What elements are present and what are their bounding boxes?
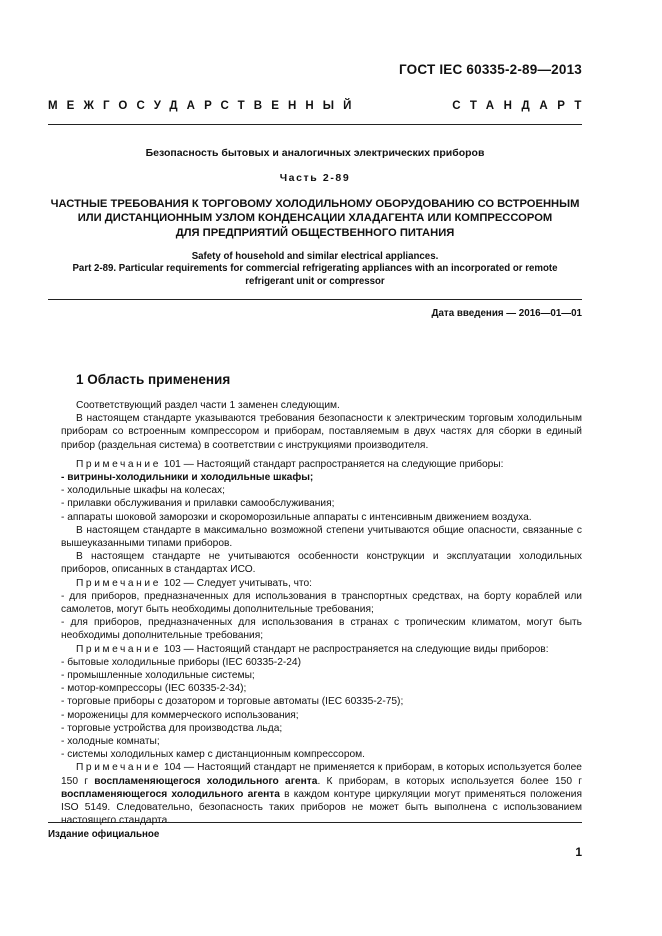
note-102	[61, 577, 582, 590]
note-text: 104 — Настоящий стандарт не применяется к приборам, в которых используется более 150 г	[61, 762, 582, 787]
page-number: 1	[575, 845, 582, 859]
list-item: - мороженицы для коммерческого использования;	[61, 709, 299, 721]
general-title: Безопасность бытовых и аналогичных электрических приборов	[145, 147, 485, 159]
list-item: - промышленные холодильные системы;	[61, 670, 255, 682]
note-label: Примечание	[76, 458, 161, 470]
russian-title-line: ДЛЯ ПРЕДПРИЯТИЙ ОБЩЕСТВЕННОГО ПИТАНИЯ	[175, 226, 455, 239]
russian-title-line: ИЛИ ДИСТАНЦИОННЫМ УЗЛОМ КОНДЕНСАЦИИ ХЛАДАГЕНТА ИЛИ КОМПРЕССОРОМ	[77, 212, 553, 225]
standard-code: ГОСТ IEC 60335-2-89—2013	[398, 62, 582, 77]
russian-title-line: ЧАСТНЫЕ ТРЕБОВАНИЯ К ТОРГОВОМУ ХОЛОДИЛЬНОМУ ОБОРУДОВАНИЮ СО ВСТРОЕННЫМ	[50, 198, 580, 210]
english-title	[44, 251, 586, 288]
part-title: Часть 2-89	[279, 172, 351, 184]
paragraph: В настоящем стандарте указываются требования безопасности к электрическим торговым холодильным приборам со встроенным компрессором и приборам, поставляемым в двух частях для сборки в единый прибор (раздельная система) в соответствии с инструкциями производителя.	[61, 413, 582, 451]
note-101	[61, 458, 582, 471]
list-item: - холодильные шкафы на колесах;	[61, 485, 225, 497]
russian-title	[44, 197, 586, 240]
english-title-line: refrigerant unit or compressor	[245, 275, 385, 287]
english-title-line: Part 2-89. Particular requirements for commercial refrigerating appliances with an incorporated or remote	[72, 263, 558, 275]
paragraph: Соответствующий раздел части 1 заменен следующим.	[76, 400, 340, 411]
note-text: 102 — Следует учитывать, что:	[163, 577, 312, 589]
note-103	[61, 643, 582, 656]
paragraph: В настоящем стандарте в максимально возможной степени учитываются общие опасности, связанные с вышеуказанными типами приборов.	[61, 524, 582, 550]
note-label: Примечание	[76, 762, 161, 774]
list-item: - для приборов, предназначенных для использования в транспортных средствах, на борту кораблей или самолетов, могут быть необходимы дополнительные требования;	[61, 590, 582, 616]
list-item: - витрины-холодильники и холодильные шкафы;	[61, 472, 314, 484]
note-label: Примечание	[76, 577, 161, 589]
note-104	[61, 761, 582, 827]
list-item: - для приборов, предназначенных для использования в странах с тропическим климатом, могут быть необходимы дополнительные требования;	[61, 617, 582, 642]
note-text: в каждом контуре циркуляции могут применяться положения ISO 5149. Следовательно, безопасность таких приборов не может быть выполнена с использованием настоящего стандарта.	[61, 788, 582, 827]
note-text: 103 — Настоящий стандарт не распространяется на следующие виды приборов:	[163, 643, 549, 655]
list-item: - прилавки обслуживания и прилавки самообслуживания;	[61, 498, 335, 510]
english-title-line: Safety of household and similar electrical appliances.	[191, 251, 439, 262]
introduction-date: Дата введения — 2016—01—01	[431, 308, 582, 319]
term-flammable-refrigerant: воспламеняющегося холодильного агента	[94, 775, 318, 787]
section-heading: 1 Область применения	[76, 372, 231, 387]
list-item: - бытовые холодильные приборы (IEC 60335-2-24)	[61, 656, 301, 668]
paragraph: В настоящем стандарте не учитываются особенности конструкции и эксплуатации холодильных приборов, описанных в стандартах ИСО.	[61, 551, 582, 576]
list-item: - системы холодильных камер с дистанционным компрессором.	[61, 749, 365, 761]
note-text: 101 — Настоящий стандарт распространяется на следующие приборы:	[163, 458, 504, 470]
term-flammable-refrigerant: воспламеняющегося холодильного агента	[61, 788, 280, 800]
list-item: - торговые приборы с дозатором и торговые автоматы (IEC 60335-2-75);	[61, 696, 404, 708]
section-body	[61, 399, 582, 828]
list-item: - торговые устройства для производства льда;	[61, 722, 283, 734]
standard-kind	[48, 100, 591, 112]
footer-rule	[48, 822, 582, 823]
list-item: - мотор-компрессоры (IEC 60335-2-34);	[61, 683, 247, 695]
standard-kind-word2: СТАНДАРТ	[452, 100, 591, 112]
list-item: - аппараты шоковой заморозки и скороморозильные аппараты с интенсивным движением воздуха.	[61, 511, 532, 523]
top-rule	[48, 124, 582, 125]
list-item: - холодные комнаты;	[61, 736, 160, 748]
note-label: Примечание	[76, 643, 161, 655]
edition-label: Издание официальное	[48, 829, 160, 840]
standard-kind-word1: МЕЖГОСУДАРСТВЕННЫЙ	[48, 100, 361, 112]
note-text: . К приборам, в которых используется более 150 г	[317, 775, 582, 787]
date-rule	[48, 299, 582, 300]
